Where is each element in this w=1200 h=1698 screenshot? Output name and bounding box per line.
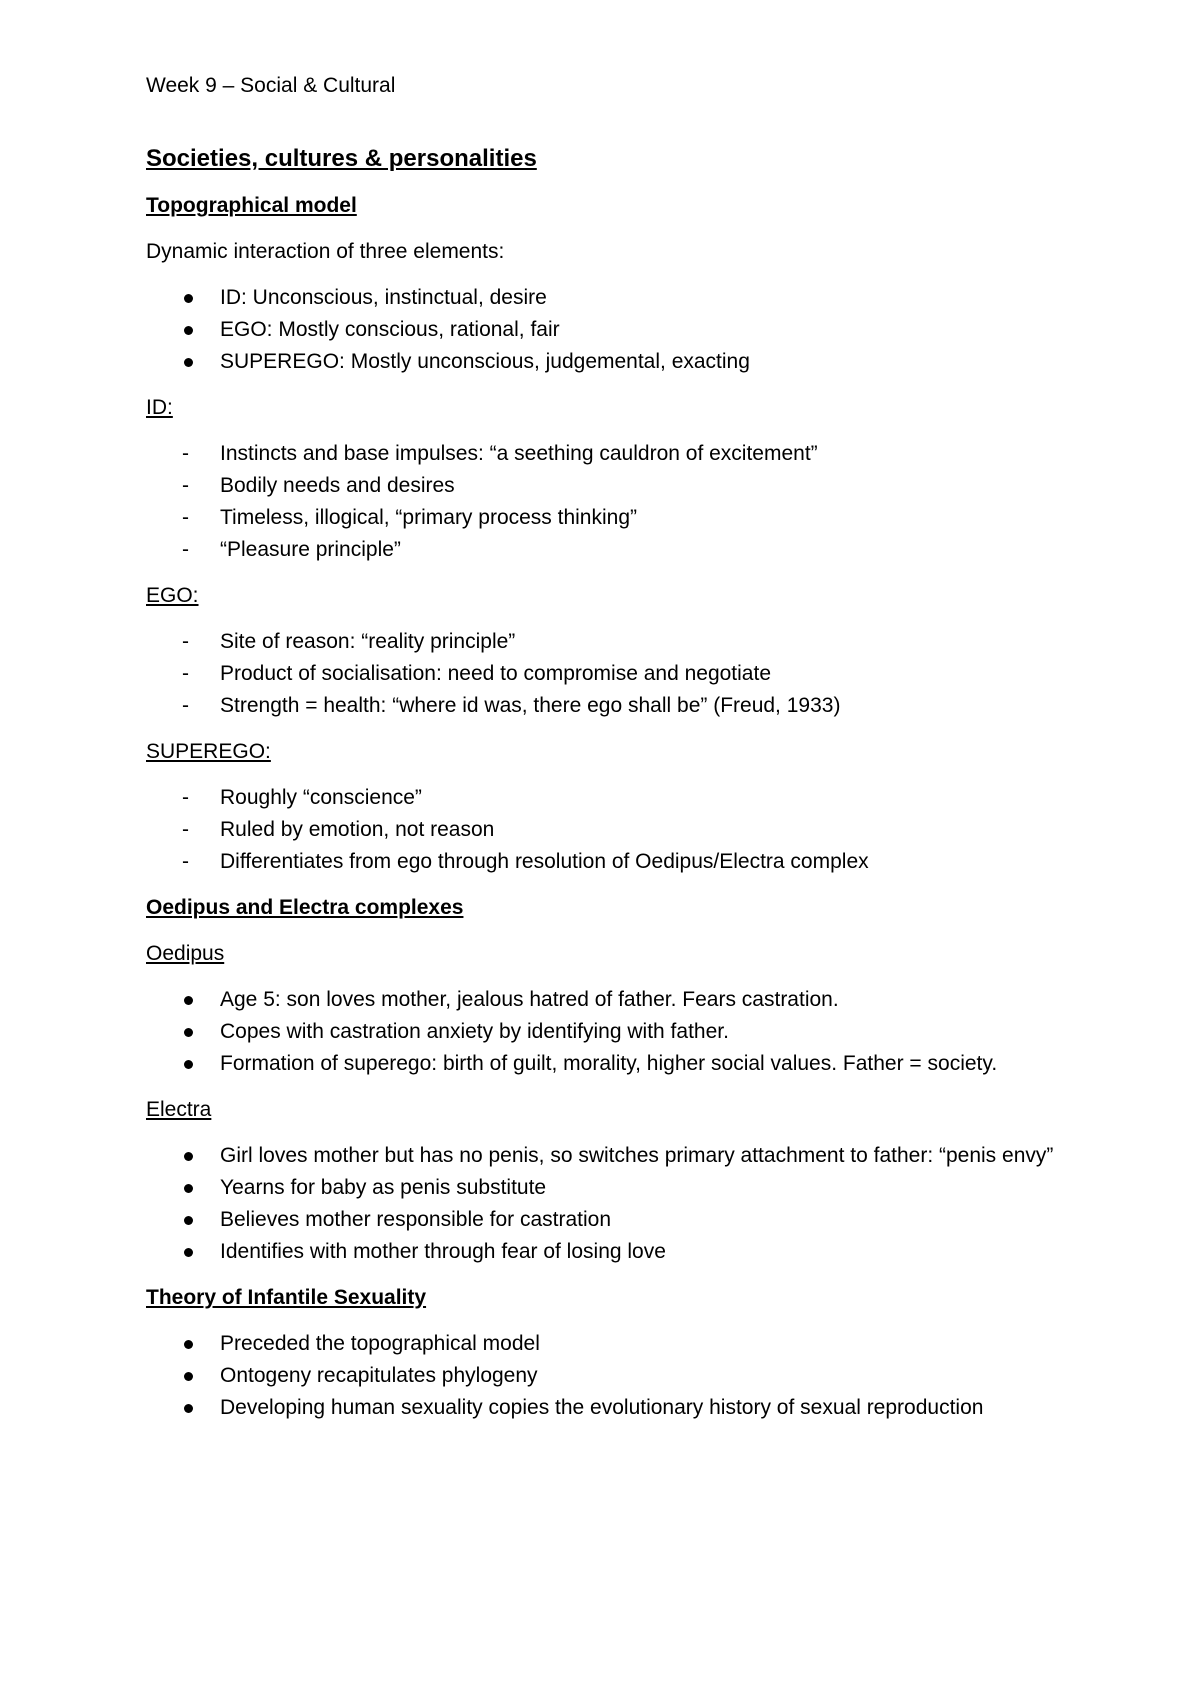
heading-id: ID: — [146, 396, 173, 419]
list-item: Believes mother responsible for castration — [146, 1204, 1076, 1236]
id-list — [146, 438, 1076, 566]
topographical-list — [146, 282, 1076, 378]
superego-list — [146, 782, 1076, 878]
list-item: - Ruled by emotion, not reason — [146, 814, 1076, 846]
bullet-icon — [184, 326, 193, 335]
oedipus-list — [146, 984, 1076, 1080]
list-item: EGO: Mostly conscious, rational, fair — [146, 314, 1076, 346]
bullet-icon — [184, 294, 193, 303]
dash-icon — [182, 438, 196, 470]
bullet-icon — [184, 1340, 193, 1349]
dash-icon — [182, 626, 196, 658]
list-item: Girl loves mother but has no penis, so switches primary attachment to father: “penis envy” — [146, 1140, 1076, 1172]
heading-topographical-model: Topographical model — [146, 194, 357, 217]
list-item: Identifies with mother through fear of losing love — [146, 1236, 1076, 1268]
list-item: - Product of socialisation: need to compromise and negotiate — [146, 658, 1076, 690]
bullet-icon — [184, 1372, 193, 1381]
bullet-icon — [184, 1060, 193, 1069]
heading-superego: SUPEREGO: — [146, 740, 271, 763]
dash-icon — [182, 690, 196, 722]
list-item: - Bodily needs and desires — [146, 470, 1076, 502]
ego-list — [146, 626, 1076, 722]
dash-icon — [182, 502, 196, 534]
list-item: Preceded the topographical model — [146, 1328, 1076, 1360]
list-item: - Strength = health: “where id was, there ego shall be” (Freud, 1933) — [146, 690, 1076, 722]
bullet-icon — [184, 1216, 193, 1225]
list-item: SUPEREGO: Mostly unconscious, judgemental, exacting — [146, 346, 1076, 378]
dash-icon — [182, 782, 196, 814]
bullet-icon — [184, 1028, 193, 1037]
bullet-icon — [184, 1404, 193, 1413]
heading-complexes: Oedipus and Electra complexes — [146, 896, 464, 919]
list-item: - “Pleasure principle” — [146, 534, 1076, 566]
bullet-icon — [184, 358, 193, 367]
list-item: Age 5: son loves mother, jealous hatred of father. Fears castration. — [146, 984, 1076, 1016]
list-item: Developing human sexuality copies the evolutionary history of sexual reproduction — [146, 1392, 1076, 1424]
dash-icon — [182, 534, 196, 566]
document-title: Societies, cultures & personalities — [146, 145, 537, 172]
electra-list — [146, 1140, 1076, 1268]
heading-oedipus: Oedipus — [146, 942, 225, 965]
page-header: Week 9 – Social & Cultural — [146, 74, 396, 97]
heading-ego: EGO: — [146, 584, 199, 607]
list-item: Copes with castration anxiety by identifying with father. — [146, 1016, 1076, 1048]
list-item: - Differentiates from ego through resolution of Oedipus/Electra complex — [146, 846, 1076, 878]
bullet-icon — [184, 1184, 193, 1193]
bullet-icon — [184, 1152, 193, 1161]
list-item: - Site of reason: “reality principle” — [146, 626, 1076, 658]
heading-infantile-sexuality: Theory of Infantile Sexuality — [146, 1286, 427, 1309]
heading-electra: Electra — [146, 1098, 212, 1121]
list-item: Yearns for baby as penis substitute — [146, 1172, 1076, 1204]
list-item: Formation of superego: birth of guilt, morality, higher social values. Father = society. — [146, 1048, 1076, 1080]
list-item: ID: Unconscious, instinctual, desire — [146, 282, 1076, 314]
topographical-intro: Dynamic interaction of three elements: — [146, 240, 505, 263]
list-item: Ontogeny recapitulates phylogeny — [146, 1360, 1076, 1392]
bullet-icon — [184, 996, 193, 1005]
infantile-list — [146, 1328, 1076, 1424]
document-page — [146, 70, 1076, 1438]
dash-icon — [182, 814, 196, 846]
dash-icon — [182, 658, 196, 690]
list-item: - Roughly “conscience” — [146, 782, 1076, 814]
dash-icon — [182, 470, 196, 502]
dash-icon — [182, 846, 196, 878]
list-item: - Instincts and base impulses: “a seething cauldron of excitement” — [146, 438, 1076, 470]
bullet-icon — [184, 1248, 193, 1257]
list-item: - Timeless, illogical, “primary process thinking” — [146, 502, 1076, 534]
